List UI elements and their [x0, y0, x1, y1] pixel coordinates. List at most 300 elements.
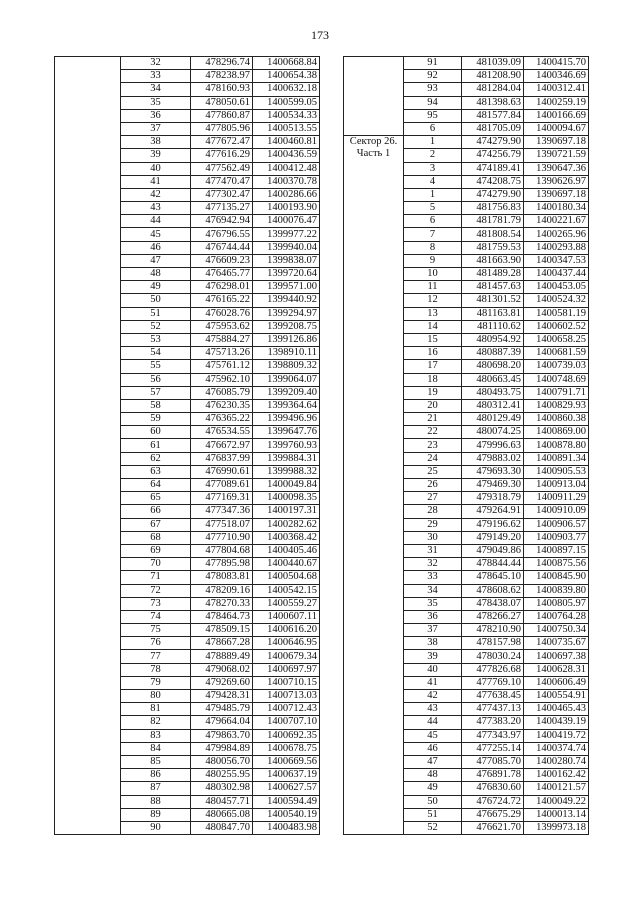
y-coordinate-cell: 1400669.56	[253, 755, 320, 768]
y-coordinate-cell: 1400735.67	[524, 637, 589, 650]
x-coordinate-cell: 478844.44	[462, 558, 524, 571]
point-number-cell: 46	[121, 241, 191, 254]
x-coordinate-cell: 479863.70	[191, 729, 253, 742]
y-coordinate-cell: 1400878.80	[524, 439, 589, 452]
point-number-cell: 32	[404, 558, 462, 571]
y-coordinate-cell: 1400504.68	[253, 571, 320, 584]
point-number-cell: 80	[121, 690, 191, 703]
y-coordinate-cell: 1400616.20	[253, 624, 320, 637]
y-coordinate-cell: 1400436.59	[253, 149, 320, 162]
y-coordinate-cell: 1400668.84	[253, 57, 320, 70]
y-coordinate-cell: 1400905.53	[524, 465, 589, 478]
y-coordinate-cell: 1400697.97	[253, 663, 320, 676]
x-coordinate-cell: 475953.62	[191, 320, 253, 333]
point-number-cell: 12	[404, 294, 462, 307]
y-coordinate-cell: 1400259.19	[524, 96, 589, 109]
y-coordinate-cell: 1400554.91	[524, 690, 589, 703]
x-coordinate-cell: 481781.79	[462, 215, 524, 228]
y-coordinate-cell: 1400049.22	[524, 795, 589, 808]
x-coordinate-cell: 477562.49	[191, 162, 253, 175]
y-coordinate-cell: 1400646.95	[253, 637, 320, 650]
point-number-cell: 71	[121, 571, 191, 584]
point-number-cell: 34	[121, 83, 191, 96]
x-coordinate-cell: 474256.79	[462, 149, 524, 162]
point-number-cell: 43	[121, 202, 191, 215]
x-coordinate-cell: 481457.63	[462, 281, 524, 294]
y-coordinate-cell: 1400370.78	[253, 175, 320, 188]
x-coordinate-cell: 478270.33	[191, 597, 253, 610]
x-coordinate-cell: 476796.55	[191, 228, 253, 241]
y-coordinate-cell: 1399647.76	[253, 426, 320, 439]
point-number-cell: 69	[121, 544, 191, 557]
y-coordinate-cell: 1400628.31	[524, 663, 589, 676]
x-coordinate-cell: 478210.90	[462, 624, 524, 637]
point-number-cell: 78	[121, 663, 191, 676]
y-coordinate-cell: 1400286.66	[253, 188, 320, 201]
point-number-cell: 39	[404, 650, 462, 663]
point-number-cell: 72	[121, 584, 191, 597]
y-coordinate-cell: 1399440.92	[253, 294, 320, 307]
x-coordinate-cell: 481039.09	[462, 57, 524, 70]
point-number-cell: 6	[404, 215, 462, 228]
x-coordinate-cell: 476621.70	[462, 821, 524, 834]
point-number-cell: 59	[121, 413, 191, 426]
y-coordinate-cell: 1400913.04	[524, 479, 589, 492]
y-coordinate-cell: 1400602.52	[524, 320, 589, 333]
point-number-cell: 43	[404, 703, 462, 716]
x-coordinate-cell: 477616.29	[191, 149, 253, 162]
y-coordinate-cell: 1390721.59	[524, 149, 589, 162]
x-coordinate-cell: 475962.10	[191, 373, 253, 386]
y-coordinate-cell: 1400707.10	[253, 716, 320, 729]
y-coordinate-cell: 1400405.46	[253, 544, 320, 557]
point-number-cell: 51	[404, 808, 462, 821]
point-number-cell: 95	[404, 109, 462, 122]
x-coordinate-cell: 479269.60	[191, 676, 253, 689]
point-number-cell: 10	[404, 268, 462, 281]
x-coordinate-cell: 480663.45	[462, 373, 524, 386]
point-number-cell: 84	[121, 742, 191, 755]
point-number-cell: 7	[404, 228, 462, 241]
y-coordinate-cell: 1400439.19	[524, 716, 589, 729]
y-coordinate-cell: 1400483.98	[253, 821, 320, 834]
x-coordinate-cell: 478030.24	[462, 650, 524, 663]
y-coordinate-cell: 1400453.05	[524, 281, 589, 294]
x-coordinate-cell: 478889.49	[191, 650, 253, 663]
y-coordinate-cell: 1400293.88	[524, 241, 589, 254]
y-coordinate-cell: 1399720.64	[253, 268, 320, 281]
point-number-cell: 90	[121, 821, 191, 834]
y-coordinate-cell: 1399884.31	[253, 452, 320, 465]
point-number-cell: 62	[121, 452, 191, 465]
y-coordinate-cell: 1400710.15	[253, 676, 320, 689]
y-coordinate-cell: 1400559.27	[253, 597, 320, 610]
point-number-cell: 58	[121, 399, 191, 412]
x-coordinate-cell: 479068.02	[191, 663, 253, 676]
y-coordinate-cell: 1400098.35	[253, 492, 320, 505]
point-number-cell: 21	[404, 413, 462, 426]
y-coordinate-cell: 1400282.62	[253, 518, 320, 531]
x-coordinate-cell: 476028.76	[191, 307, 253, 320]
point-number-cell: 42	[404, 690, 462, 703]
x-coordinate-cell: 476230.35	[191, 399, 253, 412]
point-number-cell: 40	[121, 162, 191, 175]
y-coordinate-cell: 1400524.32	[524, 294, 589, 307]
point-number-cell: 49	[404, 782, 462, 795]
x-coordinate-cell: 481663.90	[462, 254, 524, 267]
point-number-cell: 17	[404, 360, 462, 373]
y-coordinate-cell: 1400748.69	[524, 373, 589, 386]
x-coordinate-cell: 478296.74	[191, 57, 253, 70]
y-coordinate-cell: 1400637.19	[253, 769, 320, 782]
x-coordinate-cell: 476609.23	[191, 254, 253, 267]
x-coordinate-cell: 477860.87	[191, 109, 253, 122]
point-number-cell: 57	[121, 386, 191, 399]
point-number-cell: 19	[404, 386, 462, 399]
x-coordinate-cell: 480493.75	[462, 386, 524, 399]
point-number-cell: 48	[404, 769, 462, 782]
left-coordinates-table	[54, 56, 320, 835]
point-number-cell: 18	[404, 373, 462, 386]
x-coordinate-cell: 477470.47	[191, 175, 253, 188]
y-coordinate-cell: 1400692.35	[253, 729, 320, 742]
point-number-cell: 81	[121, 703, 191, 716]
y-coordinate-cell: 1400193.90	[253, 202, 320, 215]
x-coordinate-cell: 476744.44	[191, 241, 253, 254]
x-coordinate-cell: 475884.27	[191, 333, 253, 346]
point-number-cell: 54	[121, 347, 191, 360]
y-coordinate-cell: 1400906.57	[524, 518, 589, 531]
point-number-cell: 37	[121, 122, 191, 135]
x-coordinate-cell: 481110.62	[462, 320, 524, 333]
x-coordinate-cell: 479428.31	[191, 690, 253, 703]
point-number-cell: 45	[404, 729, 462, 742]
x-coordinate-cell: 477826.68	[462, 663, 524, 676]
x-coordinate-cell: 478050.61	[191, 96, 253, 109]
point-number-cell: 44	[121, 215, 191, 228]
point-number-cell: 37	[404, 624, 462, 637]
table-row	[344, 136, 589, 149]
point-number-cell: 31	[404, 544, 462, 557]
table-row	[55, 57, 320, 70]
point-number-cell: 35	[121, 96, 191, 109]
point-number-cell: 34	[404, 584, 462, 597]
point-number-cell: 82	[121, 716, 191, 729]
point-number-cell: 52	[121, 320, 191, 333]
y-coordinate-cell: 1400412.48	[253, 162, 320, 175]
x-coordinate-cell: 475761.12	[191, 360, 253, 373]
point-number-cell: 86	[121, 769, 191, 782]
x-coordinate-cell: 475713.26	[191, 347, 253, 360]
x-coordinate-cell: 479996.63	[462, 439, 524, 452]
x-coordinate-cell: 476672.97	[191, 439, 253, 452]
point-number-cell: 50	[404, 795, 462, 808]
point-number-cell: 94	[404, 96, 462, 109]
y-coordinate-cell: 1399977.22	[253, 228, 320, 241]
y-coordinate-cell: 1400197.31	[253, 505, 320, 518]
x-coordinate-cell: 478464.73	[191, 610, 253, 623]
y-coordinate-cell: 1400903.77	[524, 531, 589, 544]
y-coordinate-cell: 1399988.32	[253, 465, 320, 478]
point-number-cell: 48	[121, 268, 191, 281]
x-coordinate-cell: 477805.96	[191, 122, 253, 135]
point-number-cell: 89	[121, 808, 191, 821]
x-coordinate-cell: 477518.07	[191, 518, 253, 531]
x-coordinate-cell: 478645.10	[462, 571, 524, 584]
x-coordinate-cell: 478509.15	[191, 624, 253, 637]
y-coordinate-cell: 1400460.81	[253, 136, 320, 149]
table-row	[344, 57, 589, 70]
point-number-cell: 42	[121, 188, 191, 201]
y-coordinate-cell: 1400049.84	[253, 479, 320, 492]
x-coordinate-cell: 477085.70	[462, 755, 524, 768]
point-number-cell: 60	[121, 426, 191, 439]
point-number-cell: 29	[404, 518, 462, 531]
x-coordinate-cell: 474189.41	[462, 162, 524, 175]
y-coordinate-cell: 1400869.00	[524, 426, 589, 439]
point-number-cell: 6	[404, 122, 462, 135]
y-coordinate-cell: 1400440.67	[253, 558, 320, 571]
point-number-cell: 63	[121, 465, 191, 478]
point-number-cell: 23	[404, 439, 462, 452]
x-coordinate-cell: 480129.49	[462, 413, 524, 426]
y-coordinate-cell: 1398910.11	[253, 347, 320, 360]
point-number-cell: 13	[404, 307, 462, 320]
y-coordinate-cell: 1399940.04	[253, 241, 320, 254]
y-coordinate-cell: 1400265.96	[524, 228, 589, 241]
point-number-cell: 47	[404, 755, 462, 768]
x-coordinate-cell: 481489.28	[462, 268, 524, 281]
y-coordinate-cell: 1400076.47	[253, 215, 320, 228]
x-coordinate-cell: 480847.70	[191, 821, 253, 834]
y-coordinate-cell: 1400594.49	[253, 795, 320, 808]
sector-label-cell-empty	[344, 57, 404, 136]
point-number-cell: 33	[404, 571, 462, 584]
point-number-cell: 49	[121, 281, 191, 294]
x-coordinate-cell: 479485.79	[191, 703, 253, 716]
point-number-cell: 39	[121, 149, 191, 162]
point-number-cell: 88	[121, 795, 191, 808]
point-number-cell: 30	[404, 531, 462, 544]
point-number-cell: 16	[404, 347, 462, 360]
page-number: 173	[311, 28, 329, 42]
y-coordinate-cell: 1400627.57	[253, 782, 320, 795]
y-coordinate-cell: 1400180.34	[524, 202, 589, 215]
x-coordinate-cell: 481577.84	[462, 109, 524, 122]
x-coordinate-cell: 476534.55	[191, 426, 253, 439]
x-coordinate-cell: 477383.20	[462, 716, 524, 729]
x-coordinate-cell: 478160.93	[191, 83, 253, 96]
point-number-cell: 36	[404, 610, 462, 623]
y-coordinate-cell: 1400465.43	[524, 703, 589, 716]
x-coordinate-cell: 477302.47	[191, 188, 253, 201]
point-number-cell: 3	[404, 162, 462, 175]
y-coordinate-cell: 1400415.70	[524, 57, 589, 70]
y-coordinate-cell: 1400891.34	[524, 452, 589, 465]
point-number-cell: 50	[121, 294, 191, 307]
point-number-cell: 26	[404, 479, 462, 492]
x-coordinate-cell: 477135.27	[191, 202, 253, 215]
x-coordinate-cell: 481705.09	[462, 122, 524, 135]
point-number-cell: 27	[404, 492, 462, 505]
x-coordinate-cell: 480457.71	[191, 795, 253, 808]
y-coordinate-cell: 1399973.18	[524, 821, 589, 834]
x-coordinate-cell: 478209.16	[191, 584, 253, 597]
y-coordinate-cell: 1400166.69	[524, 109, 589, 122]
point-number-cell: 1	[404, 136, 462, 149]
y-coordinate-cell: 1400910.09	[524, 505, 589, 518]
y-coordinate-cell: 1400094.67	[524, 122, 589, 135]
x-coordinate-cell: 476298.01	[191, 281, 253, 294]
point-number-cell: 53	[121, 333, 191, 346]
y-coordinate-cell: 1400911.29	[524, 492, 589, 505]
x-coordinate-cell: 477347.36	[191, 505, 253, 518]
x-coordinate-cell: 481759.53	[462, 241, 524, 254]
y-coordinate-cell: 1400679.34	[253, 650, 320, 663]
x-coordinate-cell: 474279.90	[462, 188, 524, 201]
x-coordinate-cell: 480302.98	[191, 782, 253, 795]
y-coordinate-cell: 1400419.72	[524, 729, 589, 742]
point-number-cell: 52	[404, 821, 462, 834]
y-coordinate-cell: 1400750.34	[524, 624, 589, 637]
x-coordinate-cell: 478238.97	[191, 70, 253, 83]
x-coordinate-cell: 477169.31	[191, 492, 253, 505]
x-coordinate-cell: 479149.20	[462, 531, 524, 544]
x-coordinate-cell: 477710.90	[191, 531, 253, 544]
x-coordinate-cell: 480255.95	[191, 769, 253, 782]
x-coordinate-cell: 479049.86	[462, 544, 524, 557]
point-number-cell: 20	[404, 399, 462, 412]
point-number-cell: 79	[121, 676, 191, 689]
y-coordinate-cell: 1400658.25	[524, 333, 589, 346]
y-coordinate-cell: 1399364.64	[253, 399, 320, 412]
x-coordinate-cell: 478667.28	[191, 637, 253, 650]
x-coordinate-cell: 479196.62	[462, 518, 524, 531]
y-coordinate-cell: 1400606.49	[524, 676, 589, 689]
y-coordinate-cell: 1400632.18	[253, 83, 320, 96]
y-coordinate-cell: 1400542.15	[253, 584, 320, 597]
y-coordinate-cell: 1400764.28	[524, 610, 589, 623]
x-coordinate-cell: 476365.22	[191, 413, 253, 426]
y-coordinate-cell: 1390626.97	[524, 175, 589, 188]
point-number-cell: 4	[404, 175, 462, 188]
point-number-cell: 24	[404, 452, 462, 465]
point-number-cell: 76	[121, 637, 191, 650]
point-number-cell: 38	[404, 637, 462, 650]
y-coordinate-cell: 1400221.67	[524, 215, 589, 228]
point-number-cell: 36	[121, 109, 191, 122]
x-coordinate-cell: 476085.79	[191, 386, 253, 399]
y-coordinate-cell: 1400540.19	[253, 808, 320, 821]
point-number-cell: 55	[121, 360, 191, 373]
x-coordinate-cell: 481398.63	[462, 96, 524, 109]
x-coordinate-cell: 477638.45	[462, 690, 524, 703]
y-coordinate-cell: 1400368.42	[253, 531, 320, 544]
point-number-cell: 64	[121, 479, 191, 492]
y-coordinate-cell: 1400739.03	[524, 360, 589, 373]
x-coordinate-cell: 479664.04	[191, 716, 253, 729]
point-number-cell: 1	[404, 188, 462, 201]
x-coordinate-cell: 478083.81	[191, 571, 253, 584]
point-number-cell: 47	[121, 254, 191, 267]
y-coordinate-cell: 1399838.07	[253, 254, 320, 267]
y-coordinate-cell: 1399126.86	[253, 333, 320, 346]
y-coordinate-cell: 1399294.97	[253, 307, 320, 320]
x-coordinate-cell: 476942.94	[191, 215, 253, 228]
y-coordinate-cell: 1400162.42	[524, 769, 589, 782]
y-coordinate-cell: 1400681.59	[524, 347, 589, 360]
y-coordinate-cell: 1400845.90	[524, 571, 589, 584]
point-number-cell: 15	[404, 333, 462, 346]
x-coordinate-cell: 476724.72	[462, 795, 524, 808]
y-coordinate-cell: 1399208.75	[253, 320, 320, 333]
x-coordinate-cell: 480954.92	[462, 333, 524, 346]
x-coordinate-cell: 476837.99	[191, 452, 253, 465]
x-coordinate-cell: 477089.61	[191, 479, 253, 492]
y-coordinate-cell: 1400607.11	[253, 610, 320, 623]
point-number-cell: 93	[404, 83, 462, 96]
x-coordinate-cell: 476465.77	[191, 268, 253, 281]
y-coordinate-cell: 1400437.44	[524, 268, 589, 281]
y-coordinate-cell: 1400374.74	[524, 742, 589, 755]
y-coordinate-cell: 1400860.38	[524, 413, 589, 426]
y-coordinate-cell: 1400713.03	[253, 690, 320, 703]
x-coordinate-cell: 481208.90	[462, 70, 524, 83]
x-coordinate-cell: 476990.61	[191, 465, 253, 478]
point-number-cell: 74	[121, 610, 191, 623]
point-number-cell: 40	[404, 663, 462, 676]
y-coordinate-cell: 1400654.38	[253, 70, 320, 83]
point-number-cell: 68	[121, 531, 191, 544]
point-number-cell: 83	[121, 729, 191, 742]
point-number-cell: 41	[404, 676, 462, 689]
x-coordinate-cell: 480887.39	[462, 347, 524, 360]
x-coordinate-cell: 477804.68	[191, 544, 253, 557]
point-number-cell: 51	[121, 307, 191, 320]
x-coordinate-cell: 479883.02	[462, 452, 524, 465]
sector-label-line1: Сектор 26.	[349, 136, 398, 148]
x-coordinate-cell: 477895.98	[191, 558, 253, 571]
x-coordinate-cell: 476891.78	[462, 769, 524, 782]
point-number-cell: 25	[404, 465, 462, 478]
point-number-cell: 22	[404, 426, 462, 439]
x-coordinate-cell: 477255.14	[462, 742, 524, 755]
y-coordinate-cell: 1400312.41	[524, 83, 589, 96]
y-coordinate-cell: 1399760.93	[253, 439, 320, 452]
point-number-cell: 65	[121, 492, 191, 505]
x-coordinate-cell: 478266.27	[462, 610, 524, 623]
point-number-cell: 61	[121, 439, 191, 452]
point-number-cell: 2	[404, 149, 462, 162]
y-coordinate-cell: 1399064.07	[253, 373, 320, 386]
right-coordinates-table	[343, 56, 589, 835]
x-coordinate-cell: 480056.70	[191, 755, 253, 768]
point-number-cell: 11	[404, 281, 462, 294]
point-number-cell: 56	[121, 373, 191, 386]
y-coordinate-cell: 1390697.18	[524, 136, 589, 149]
x-coordinate-cell: 481163.81	[462, 307, 524, 320]
x-coordinate-cell: 478157.98	[462, 637, 524, 650]
y-coordinate-cell: 1390697.18	[524, 188, 589, 201]
y-coordinate-cell: 1400534.33	[253, 109, 320, 122]
x-coordinate-cell: 474279.90	[462, 136, 524, 149]
x-coordinate-cell: 481301.52	[462, 294, 524, 307]
y-coordinate-cell: 1400805.97	[524, 597, 589, 610]
point-number-cell: 92	[404, 70, 462, 83]
x-coordinate-cell: 481808.54	[462, 228, 524, 241]
x-coordinate-cell: 477769.10	[462, 676, 524, 689]
x-coordinate-cell: 480665.08	[191, 808, 253, 821]
